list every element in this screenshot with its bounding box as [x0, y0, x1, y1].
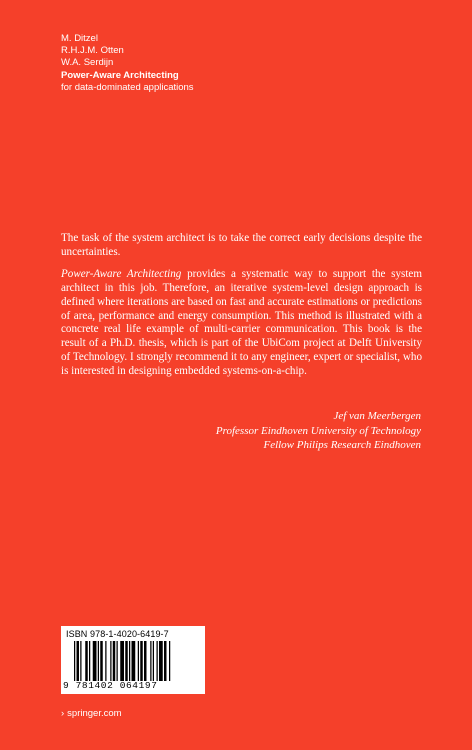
isbn-label: ISBN 978-1-4020-6419-7: [66, 629, 169, 639]
publisher-url: springer.com: [67, 708, 122, 719]
endorser-role: Fellow Philips Research Eindhoven: [263, 439, 421, 452]
blurb-paragraph-2: [61, 268, 422, 379]
isbn-barcode: [61, 626, 205, 694]
author-name: W.A. Serdijn: [61, 57, 114, 69]
back-cover-blurb: [61, 232, 422, 387]
barcode-bars: [74, 641, 202, 681]
blurb-paragraph-2-text: provides a systematic way to support the system architect in this job. Therefore, an iterative system-level design approach is defined where iterations are based on fast and accurate estimations or predictions of area, performance and energy consumption. This method is illustrated with a concrete real life example of multi-carrier communication. This book is the result of a Ph.D. thesis, which is part of the UbiCom project at Delft University of Technology. I strongly recommend it to any engineer, expert or specialist, who is interested in designing embedded systems-on-a-chip.: [61, 267, 422, 378]
endorser-role: Professor Eindhoven University of Technology: [215, 424, 421, 437]
blurb-title-ref: Power-Aware Architecting: [61, 267, 182, 280]
barcode-digits: 9 781402 064197: [63, 680, 158, 691]
book-subtitle: for data-dominated applications: [61, 81, 194, 93]
publisher-link[interactable]: [61, 708, 122, 719]
author-name: M. Ditzel: [61, 33, 98, 44]
author-block: [61, 33, 194, 94]
chevron-right-icon: ›: [61, 708, 65, 719]
book-title: Power-Aware Architecting: [61, 69, 179, 81]
blurb-paragraph-1: The task of the system architect is to take the correct early decisions despite the uncertainties.: [61, 232, 422, 258]
endorser-name: Jef van Meerbergen: [333, 410, 421, 422]
author-name: R.H.J.M. Otten: [61, 45, 124, 57]
endorsement: [216, 409, 421, 453]
